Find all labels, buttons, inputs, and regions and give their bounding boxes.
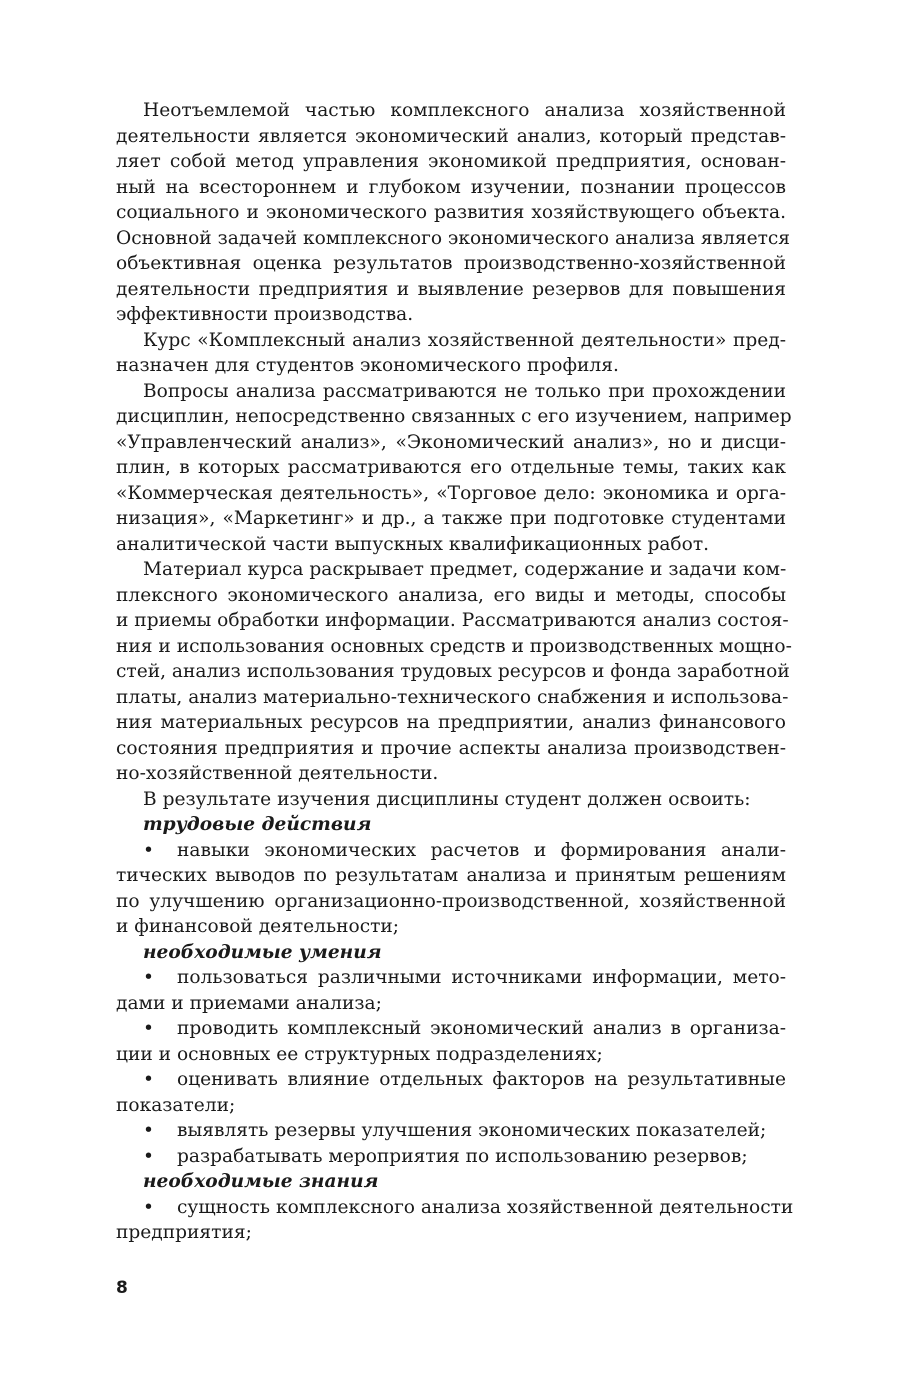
bullet-text: разрабатывать мероприятия по использованию резервов;: [177, 1145, 748, 1167]
text-line: дисциплин, непосредственно связанных с его изучением, например: [116, 406, 792, 427]
text-line: Вопросы анализа рассматриваются не только при прохождении: [143, 380, 786, 402]
paragraph-5: [116, 787, 786, 813]
bullet-icon: •: [143, 1018, 154, 1039]
text-line: социального и экономического развития хозяйствующего объекта.: [116, 202, 786, 223]
page-number: 8: [116, 1278, 128, 1298]
bullet-icon: •: [143, 1196, 154, 1218]
text-line: «Коммерческая деятельность», «Торговое дело: экономика и орга-: [116, 482, 786, 504]
text-line: [116, 838, 786, 864]
text-line: но-хозяйственной деятельности.: [116, 763, 439, 784]
section-heading-required-skills: необходимые умения: [143, 941, 382, 963]
text-line: тических выводов по результатам анализа и принятым решениям: [116, 865, 786, 886]
text-line: по улучшению организационно-производственной, хозяйственной: [116, 890, 786, 912]
text-line: [116, 1144, 786, 1170]
text-line: состояния предприятия и прочие аспекты анализа производствен-: [116, 737, 786, 759]
text-line: и приемы обработки информации. Рассматриваются анализ состоя-: [116, 610, 789, 631]
bullet-text: пользоваться различными источниками информации, мето-: [177, 967, 786, 988]
bullet-text: выявлять резервы улучшения экономических показателей;: [177, 1120, 767, 1141]
bullet-item: [116, 965, 786, 1016]
bullet-icon: •: [143, 1145, 154, 1167]
bullet-text: сущность комплексного анализа хозяйственной деятельности: [177, 1196, 794, 1218]
bullet-item: [116, 1067, 786, 1118]
paragraph-3: [116, 379, 792, 558]
text-line: ния материальных ресурсов на предприятии, анализ финансового: [116, 712, 786, 733]
text-line: плексного экономического анализа, его виды и методы, способы: [116, 584, 786, 606]
text-line: предприятия;: [116, 1222, 252, 1243]
bullet-icon: •: [143, 1120, 154, 1141]
bullet-icon: •: [143, 967, 154, 988]
text-line: стей, анализ использования трудовых ресурсов и фонда заработной: [116, 661, 790, 682]
bullet-item: [116, 838, 786, 940]
text-line: объективная оценка результатов производственно-хозяйственной: [116, 253, 786, 274]
text-line: [116, 1067, 786, 1093]
text-line: низация», «Маркетинг» и др., а также при подготовке студентами: [116, 508, 786, 529]
text-line: В результате изучения дисциплины студент должен освоить:: [143, 788, 751, 810]
bullet-item: [116, 1144, 786, 1170]
text-line: ный на всестороннем и глубоком изучении, познании процессов: [116, 176, 786, 198]
page-body: [116, 98, 794, 1246]
bullet-item: [116, 1118, 786, 1144]
text-line: плин, в которых рассматриваются его отдельные темы, таких как: [116, 457, 786, 478]
text-line: Курс «Комплексный анализ хозяйственной деятельности» пред-: [143, 329, 786, 351]
text-line: [116, 1195, 794, 1221]
text-line: «Управленческий анализ», «Экономический анализ», но и дисци-: [116, 431, 786, 453]
text-line: деятельности предприятия и выявление резервов для повышения: [116, 278, 786, 300]
section-heading-required-knowledge: необходимые знания: [143, 1171, 379, 1192]
bullet-text: проводить комплексный экономический анализ в организа-: [177, 1018, 786, 1039]
text-line: Неотъемлемой частью комплексного анализа хозяйственной: [143, 100, 786, 121]
bullet-item: [116, 1195, 794, 1246]
text-line: Основной задачей комплексного экономического анализа является: [116, 227, 791, 249]
text-line: показатели;: [116, 1094, 236, 1116]
text-line: [116, 1016, 786, 1042]
text-line: эффективности производства.: [116, 304, 414, 325]
bullet-text: навыки экономических расчетов и формирования анали-: [177, 839, 786, 861]
text-line: ляет собой метод управления экономикой предприятия, основан-: [116, 151, 786, 172]
paragraph-2: [116, 328, 786, 379]
text-line: платы, анализ материально-технического снабжения и использова-: [116, 686, 789, 708]
paragraph-4: [116, 557, 792, 787]
text-line: ции и основных ее структурных подразделениях;: [116, 1043, 603, 1065]
text-line: дами и приемами анализа;: [116, 992, 382, 1014]
paragraph-1: [116, 98, 791, 328]
text-line: ния и использования основных средств и производственных мощно-: [116, 635, 792, 657]
text-line: деятельности является экономический анализ, который представ-: [116, 125, 786, 147]
text-line: и финансовой деятельности;: [116, 916, 400, 937]
text-line: Материал курса раскрывает предмет, содержание и задачи ком-: [143, 559, 787, 580]
bullet-icon: •: [143, 1069, 154, 1090]
text-line: [116, 965, 786, 991]
text-line: назначен для студентов экономического профиля.: [116, 355, 619, 376]
text-line: аналитической части выпускных квалификационных работ.: [116, 533, 710, 555]
section-heading-labor-actions: трудовые действия: [143, 814, 372, 835]
bullet-icon: •: [143, 839, 154, 861]
text-line: [116, 1118, 786, 1144]
bullet-item: [116, 1016, 786, 1067]
bullet-text: оценивать влияние отдельных факторов на результативные: [177, 1069, 786, 1090]
